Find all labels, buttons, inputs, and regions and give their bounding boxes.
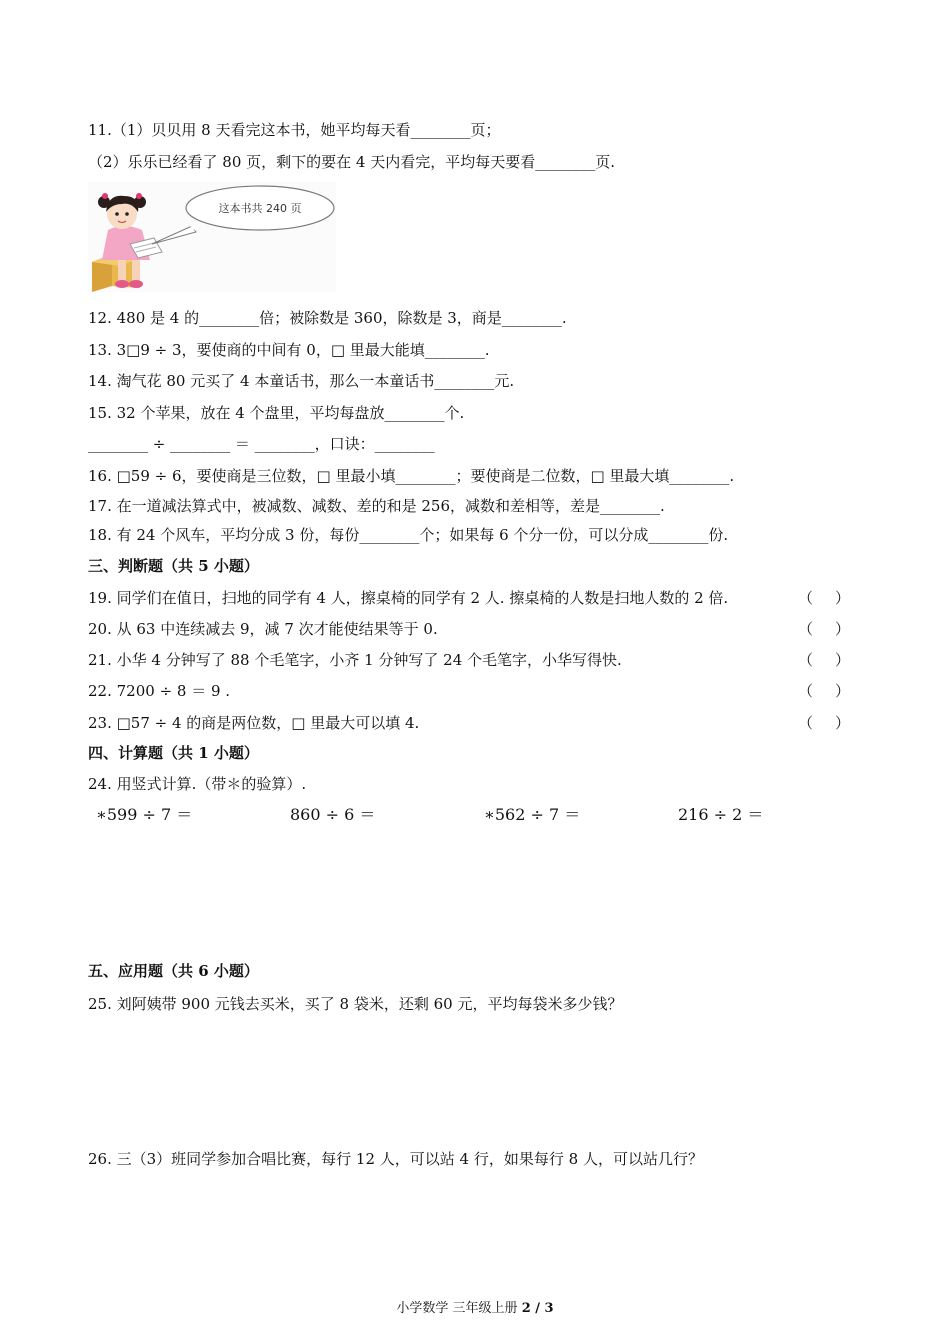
question-12: 12. 480 是 4 的________倍；被除数是 360，除数是 3，商是________. <box>88 309 567 327</box>
question-17: 17. 在一道减法算式中，被减数、减数、差的和是 256，减数和差相等，差是________. <box>88 497 665 515</box>
question-24: 24. 用竖式计算.（带＊的验算）. <box>88 775 307 793</box>
question-13: 13. 3□9 ÷ 3，要使商的中间有 0，□ 里最大能填________. <box>88 341 490 359</box>
question-11-part1: 11.（1）贝贝用 8 天看完这本书，她平均每天看________页； <box>88 121 501 139</box>
question-11-part2: （2）乐乐已经看了 80 页，剩下的要在 4 天内看完，平均每天要看________页. <box>88 153 616 171</box>
question-15-part1: 15. 32 个苹果，放在 4 个盘里，平均每盘放________个. <box>88 404 465 422</box>
question-22: 22. 7200 ÷ 8 ＝ 9 . <box>88 682 231 700</box>
answer-paren-19[interactable]: （ ） <box>798 589 850 607</box>
calc-4: 216 ÷ 2 ＝ <box>678 805 764 824</box>
bubble-text: 这本书共 240 页 <box>218 202 302 215</box>
question-20: 20. 从 63 中连续减去 9，减 7 次才能使结果等于 0. <box>88 620 438 638</box>
question-26: 26. 三（3）班同学参加合唱比赛，每行 12 人，可以站 4 行，如果每行 8 人，可以站几行？ <box>88 1150 703 1168</box>
calc-3: ∗562 ÷ 7 ＝ <box>484 805 581 824</box>
answer-paren-22[interactable]: （ ） <box>798 682 850 700</box>
question-25: 25. 刘阿姨带 900 元钱去买米，买了 8 袋米，还剩 60 元，平均每袋米多少钱？ <box>88 995 623 1013</box>
question-18: 18. 有 24 个风车，平均分成 3 份，每份________个；如果每 6 个分一份，可以分成________份. <box>88 526 729 544</box>
footer-subject: 小学数学 三年级上册 <box>396 1301 522 1316</box>
answer-paren-23[interactable]: （ ） <box>798 714 850 732</box>
calc-2: 860 ÷ 6 ＝ <box>290 805 376 824</box>
question-19: 19. 同学们在值日，扫地的同学有 4 人，擦桌椅的同学有 2 人. 擦桌椅的人数是扫地人数的 2 倍. <box>88 589 729 607</box>
calculation-row <box>88 804 868 828</box>
question-23: 23. □57 ÷ 4 的商是两位数，□ 里最大可以填 4. <box>88 714 420 732</box>
answer-paren-20[interactable]: （ ） <box>798 620 850 638</box>
page-footer <box>0 1300 950 1318</box>
section-3-heading: 三、判断题（共 5 小题） <box>88 557 259 575</box>
girl-reading-illustration <box>88 182 336 292</box>
answer-paren-21[interactable]: （ ） <box>798 651 850 669</box>
question-14: 14. 淘气花 80 元买了 4 本童话书，那么一本童话书________元. <box>88 372 515 390</box>
section-5-heading: 五、应用题（共 6 小题） <box>88 962 259 980</box>
footer-page-number: 2 / 3 <box>521 1301 554 1316</box>
calc-1: ∗599 ÷ 7 ＝ <box>96 805 193 824</box>
question-15-part2: ________ ÷ ________ ＝ ________，口诀：________ <box>88 435 435 453</box>
question-21: 21. 小华 4 分钟写了 88 个毛笔字，小齐 1 分钟写了 24 个毛笔字，小华写得快. <box>88 651 622 669</box>
question-16: 16. □59 ÷ 6，要使商是三位数，□ 里最小填________；要使商是二位数，□ 里最大填________. <box>88 467 735 485</box>
section-4-heading: 四、计算题（共 1 小题） <box>88 744 259 762</box>
